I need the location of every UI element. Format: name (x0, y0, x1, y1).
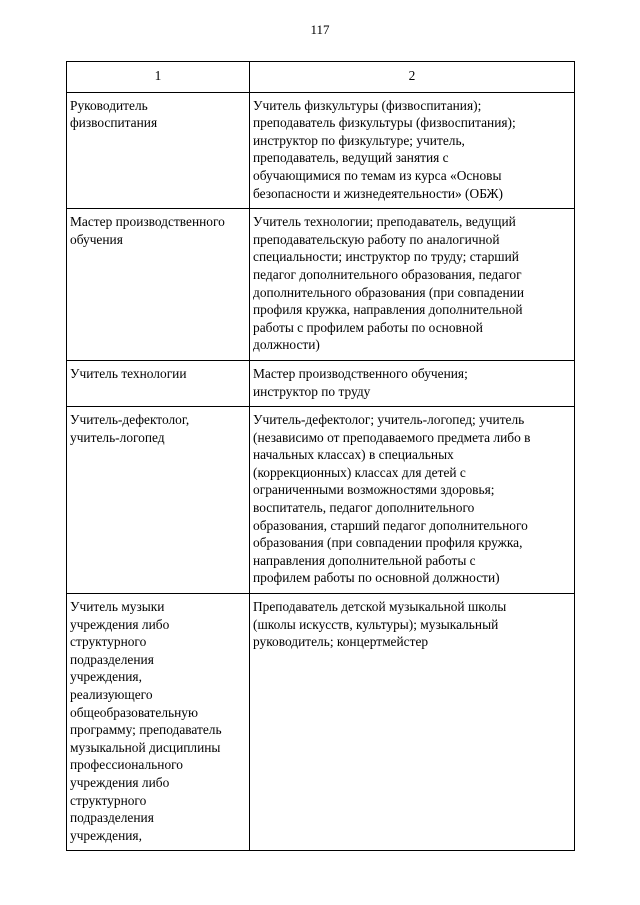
equivalents-cell: Преподаватель детской музыкальной школы (школы искусств, культуры); музыкальный руководитель; концертмейстер (250, 594, 575, 851)
position-cell: Учитель музыки учреждения либо структурного подразделения учреждения, реализующего общеобразовательную программу; преподаватель музыкальной дисциплины профессионального учреждения либо структурного подразделения учреждения, (67, 594, 250, 851)
column-header-1: 1 (67, 62, 250, 93)
table-row (67, 209, 575, 361)
column-header-2: 2 (250, 62, 575, 93)
page-number: 117 (310, 22, 330, 37)
table-row (67, 360, 575, 406)
equivalents-cell: Учитель технологии; преподаватель, ведущий преподавательскую работу по аналогичной специальности; инструктор по труду; старший педагог дополнительного образования, педагог дополнительного образования (при совпадении профиля кружка, направления дополнительной работы с профилем работы по основной должности) (250, 209, 575, 361)
table-row (67, 407, 575, 594)
table-row (67, 92, 575, 209)
position-cell: Руководитель физвоспитания (67, 92, 250, 209)
table-row (67, 594, 575, 851)
position-cell: Мастер производственного обучения (67, 209, 250, 361)
positions-table (66, 61, 575, 851)
position-cell: Учитель технологии (67, 360, 250, 406)
table-header-row (67, 62, 575, 93)
equivalents-cell: Учитель физкультуры (физвоспитания); преподаватель физкультуры (физвоспитания); инструктор по физкультуре; учитель, преподаватель, ведущий занятия с обучающимися по темам из курса «Основы безопасности и жизнедеятельности» (ОБЖ) (250, 92, 575, 209)
position-cell: Учитель-дефектолог, учитель-логопед (67, 407, 250, 594)
equivalents-cell: Мастер производственного обучения; инструктор по труду (250, 360, 575, 406)
equivalents-cell: Учитель-дефектолог; учитель-логопед; учитель (независимо от преподаваемого предмета либо в начальных классах) в специальных (коррекционных) классах для детей с ограниченными возможностями здоровья; воспитатель, педагог дополнительного образования, старший педагог дополнительного образования (при совпадении профиля кружка, направления дополнительной работы с профилем работы по основной должности) (250, 407, 575, 594)
